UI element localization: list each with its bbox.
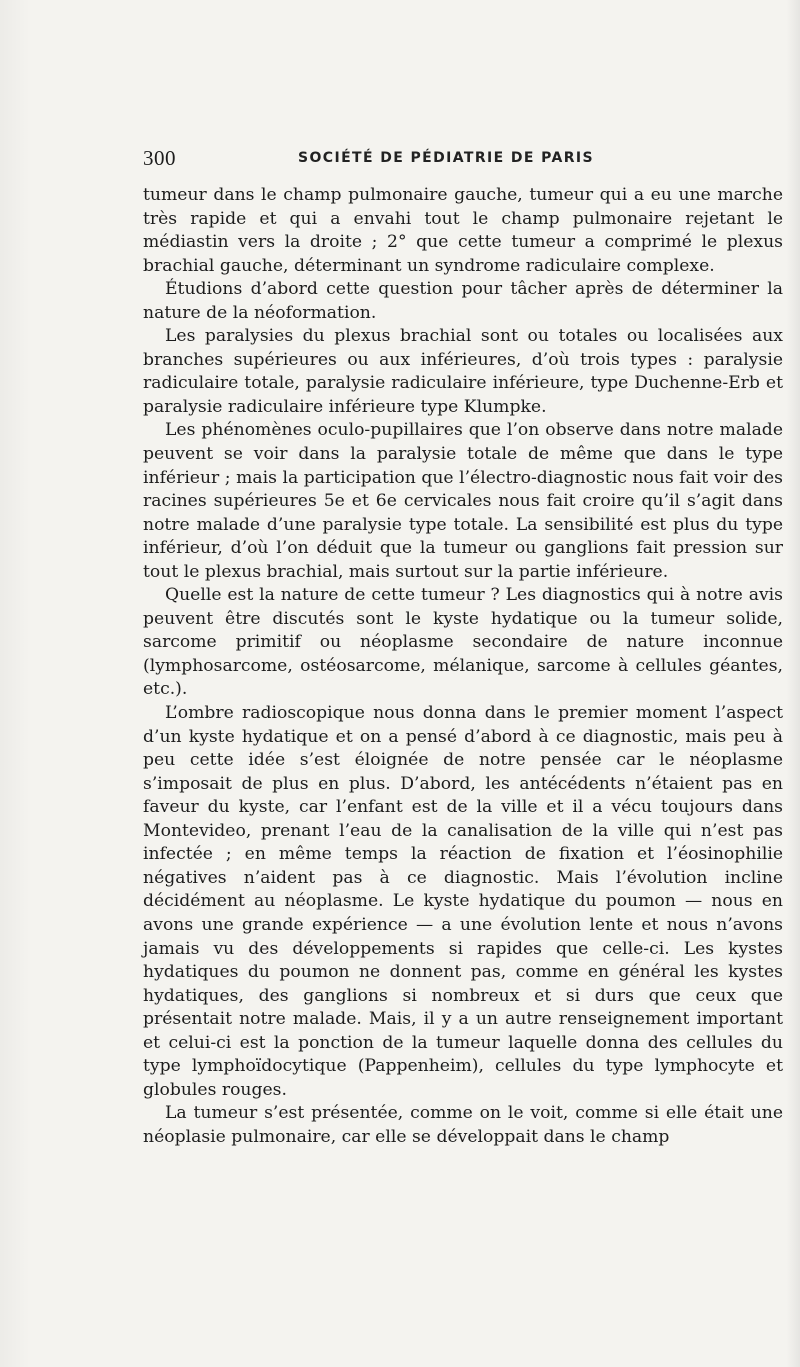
page-header (143, 146, 783, 170)
paragraph: La tumeur s’est présentée, comme on le voit, comme si elle était une néoplasie pulmonaire, car elle se développait dans le champ (143, 1103, 783, 1147)
paragraph: Les paralysies du plexus brachial sont ou totales ou localisées aux branches supérieures ou aux inférieures, d’où trois types : paralysie radiculaire totale, paralysie radiculaire inférieure, type Duchenne-Erb et paralysie radiculaire inférieure type Klumpke. (143, 326, 783, 417)
body-text (143, 184, 783, 1149)
paragraph: Étudions d’abord cette question pour tâcher après de déterminer la nature de la néoformation. (143, 279, 783, 323)
paragraph: Quelle est la nature de cette tumeur ? Les diagnostics qui à notre avis peuvent être discutés sont le kyste hydatique ou la tumeur solide, sarcome primitif ou néoplasme secondaire de nature inconnue (lymphosarcome, ostéosarcome, mélanique, sarcome à cellules géantes, etc.). (143, 585, 783, 700)
paragraph: Les phénomènes oculo-pupillaires que l’on observe dans notre malade peuvent se voir dans la paralysie totale de même que dans le type inférieur ; mais la participation que l’électro-diagnostic nous fait voir des racines supérieures 5e et 6e cervicales nous fait croire qu’il s’agit dans notre malade d’une paralysie type totale. La sensibilité est plus du type inférieur, d’où l’on déduit que la tumeur ou ganglions fait pression sur tout le plexus brachial, mais surtout sur la partie inférieure. (143, 420, 783, 582)
paragraph-continued: tumeur dans le champ pulmonaire gauche, tumeur qui a eu une marche très rapide et qui a envahi tout le champ pulmonaire rejetant le médiastin vers la droite ; 2° que cette tumeur a comprimé le plexus brachial gauche, déterminant un syndrome radiculaire complexe. (143, 185, 783, 276)
paragraph: L’ombre radioscopique nous donna dans le premier moment l’aspect d’un kyste hydatique et on a pensé d’abord à ce diagnostic, mais peu à peu cette idée s’est éloignée de notre pensée car le néoplasme s’imposait de plus en plus. D’abord, les antécédents n’étaient pas en faveur du kyste, car l’enfant est de la ville et il a vécu toujours dans Montevideo, prenant l’eau de la canalisation de la ville qui n’est pas infectée ; en même temps la réaction de fixation et l’éosinophilie négatives n’aident pas à ce diagnostic. Mais l’évolution incline décidément au néoplasme. Le kyste hydatique du poumon — nous en avons une grande expérience — a une évolution lente et nous n’avons jamais vu des développements si rapides que celle-ci. Les kystes hydatiques du poumon ne donnent pas, comme en général les kystes hydatiques, des ganglions si nombreux et si durs que ceux que présentait notre malade. Mais, il y a un autre renseignement important et celui-ci est la ponction de la tumeur laquelle donna des cellules du type lymphoïdocytique (Pappenheim), cellules du type lymphocyte et globules rouges. (143, 703, 783, 1100)
page-number: 300 (143, 146, 176, 170)
running-title: SOCIÉTÉ DE PÉDIATRIE DE PARIS (298, 150, 594, 166)
page-edge-shadow (786, 0, 800, 1367)
